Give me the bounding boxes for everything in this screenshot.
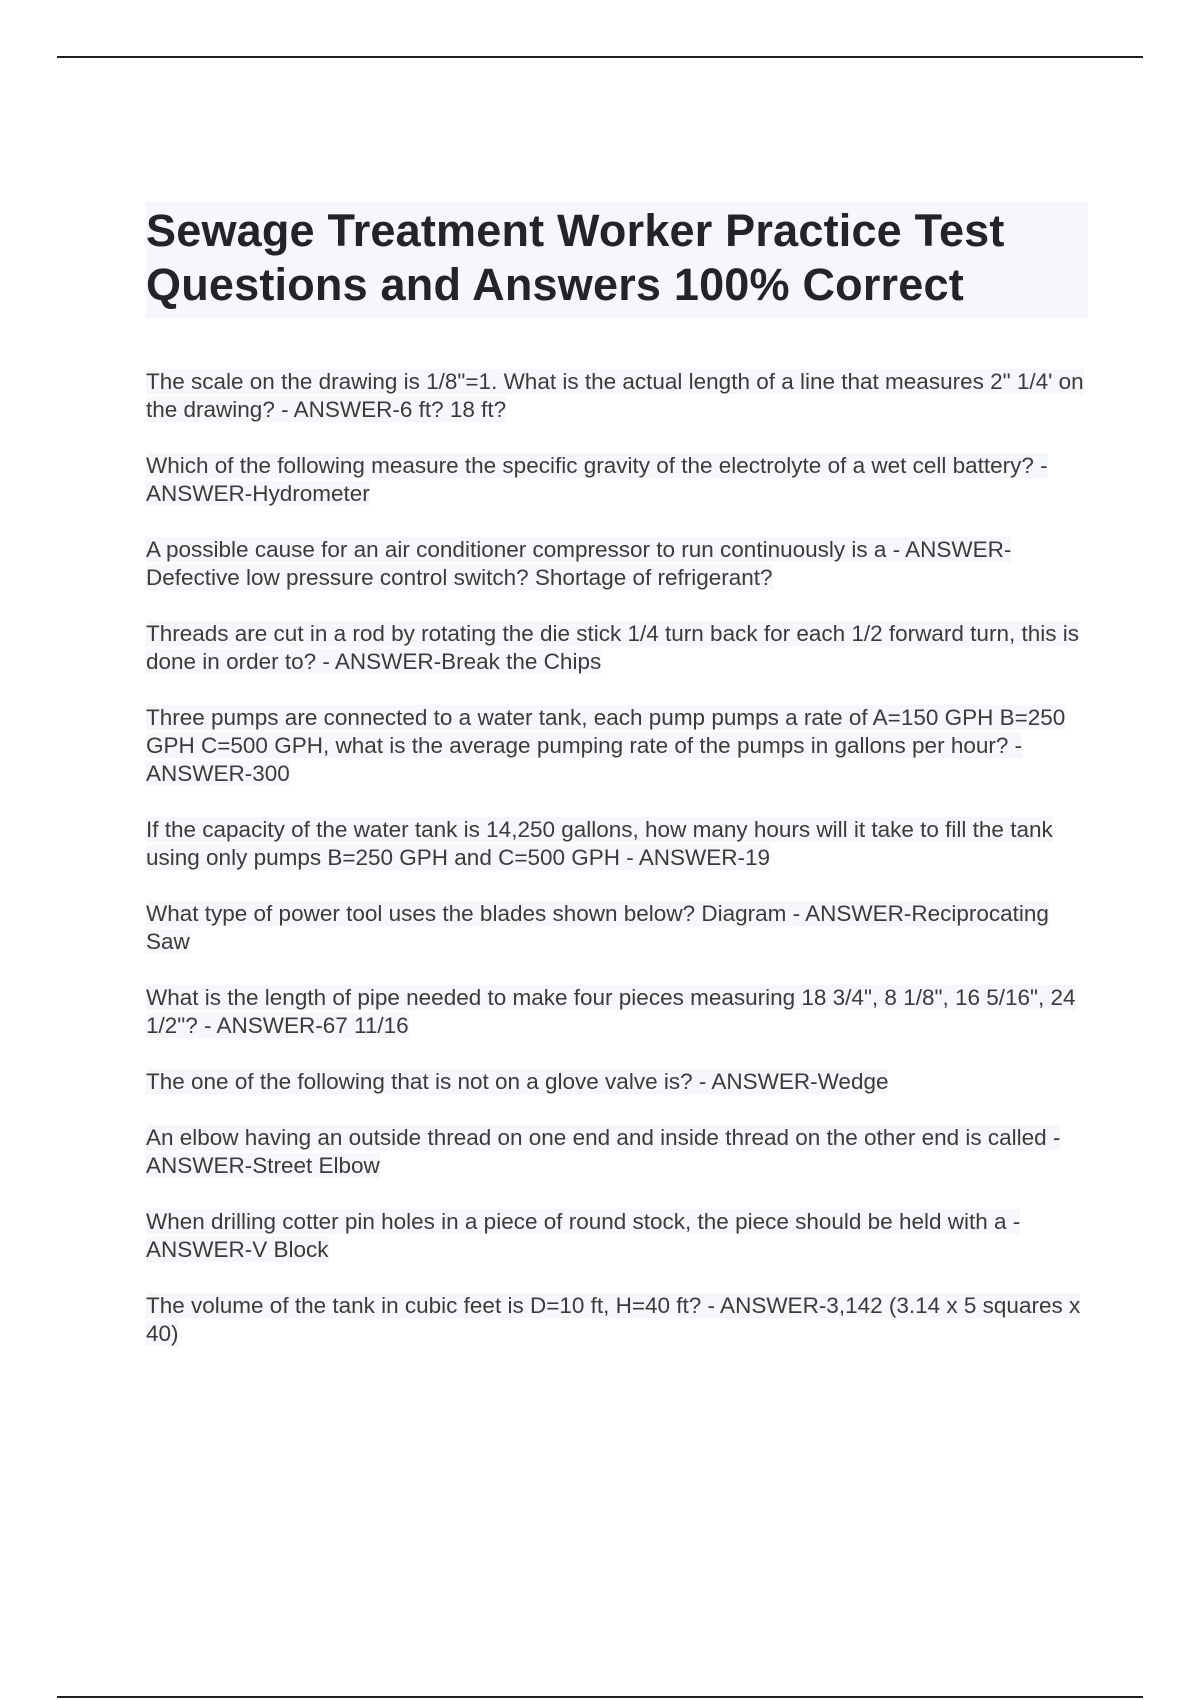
bottom-divider <box>57 1696 1143 1698</box>
qa-text: What is the length of pipe needed to make four pieces measuring 18 3/4", 8 1/8", 16 5/16", 24 1/2"? - ANSWER-67 11/16 <box>146 985 1076 1038</box>
qa-text: When drilling cotter pin holes in a piece of round stock, the piece should be held with a - ANSWER-V Block <box>146 1209 1021 1262</box>
qa-text: An elbow having an outside thread on one end and inside thread on the other end is called - ANSWER-Street Elbow <box>146 1125 1061 1178</box>
qa-item <box>146 704 1088 788</box>
qa-item <box>146 816 1088 872</box>
qa-item <box>146 452 1088 508</box>
qa-item <box>146 368 1088 424</box>
qa-item <box>146 900 1088 956</box>
qa-text: Which of the following measure the specific gravity of the electrolyte of a wet cell battery? - ANSWER-Hydrometer <box>146 453 1048 506</box>
top-divider <box>57 56 1143 58</box>
qa-list <box>146 368 1088 1376</box>
qa-item <box>146 1208 1088 1264</box>
qa-text: Threads are cut in a rod by rotating the die stick 1/4 turn back for each 1/2 forward turn, this is done in order to? - ANSWER-Break the Chips <box>146 621 1079 674</box>
qa-item <box>146 1292 1088 1348</box>
qa-text: The one of the following that is not on a glove valve is? - ANSWER-Wedge <box>146 1069 889 1094</box>
qa-item <box>146 1124 1088 1180</box>
page-title: Sewage Treatment Worker Practice Test Questions and Answers 100% Correct <box>146 205 1005 310</box>
qa-text: Three pumps are connected to a water tank, each pump pumps a rate of A=150 GPH B=250 GPH C=500 GPH, what is the average pumping rate of the pumps in gallons per hour? - ANSWER-300 <box>146 705 1066 786</box>
qa-item <box>146 620 1088 676</box>
qa-item <box>146 1068 1088 1096</box>
qa-text: If the capacity of the water tank is 14,250 gallons, how many hours will it take to fill the tank using only pumps B=250 GPH and C=500 GPH - ANSWER-19 <box>146 817 1053 870</box>
qa-text: What type of power tool uses the blades shown below? Diagram - ANSWER-Reciprocating Saw <box>146 901 1049 954</box>
qa-text: The scale on the drawing is 1/8"=1. What is the actual length of a line that measures 2" 1/4' on the drawing? - ANSWER-6 ft? 18 ft? <box>146 369 1084 422</box>
qa-item <box>146 984 1088 1040</box>
qa-text: A possible cause for an air conditioner compressor to run continuously is a - ANSWER-Defective low pressure control switch? Shortage of refrigerant? <box>146 537 1012 590</box>
qa-item <box>146 536 1088 592</box>
qa-text: The volume of the tank in cubic feet is D=10 ft, H=40 ft? - ANSWER-3,142 (3.14 x 5 squares x 40) <box>146 1293 1081 1346</box>
title-block <box>146 202 1088 318</box>
